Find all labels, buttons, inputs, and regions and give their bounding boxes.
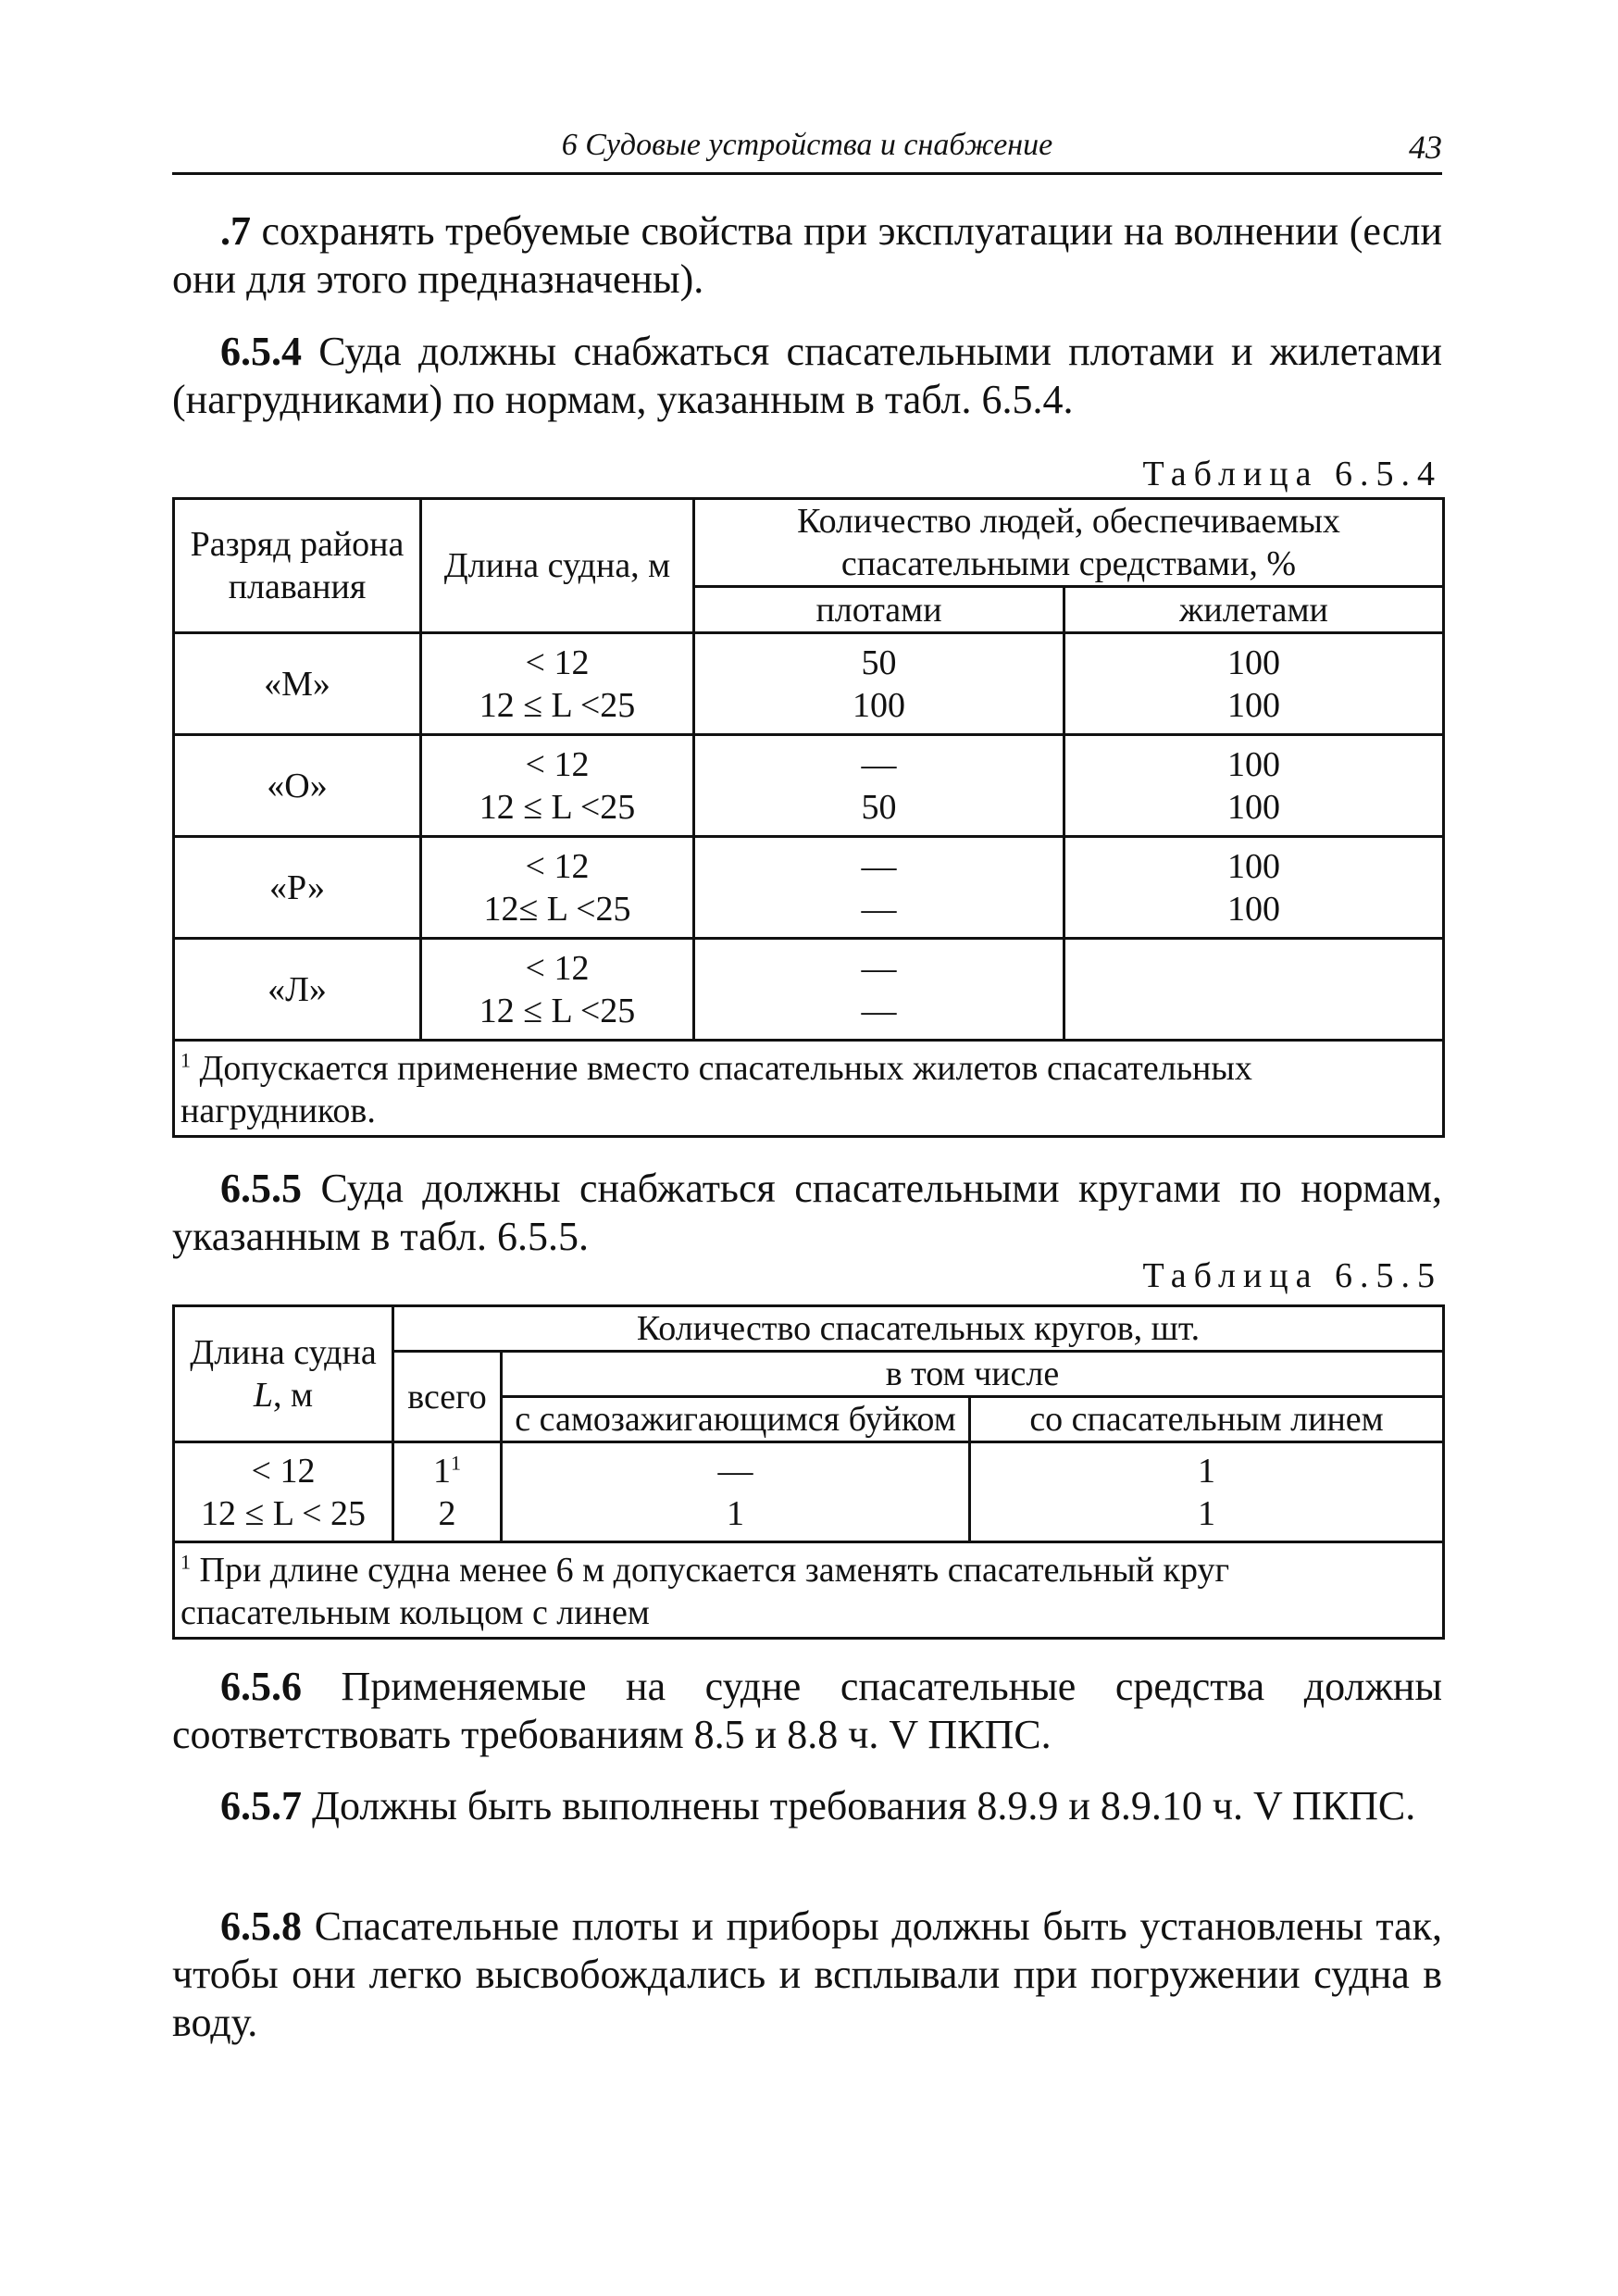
- paragraph-number: 6.5.4: [220, 329, 302, 374]
- table-row: [174, 735, 1444, 837]
- footnote-mark: 1: [451, 1450, 461, 1474]
- footnote-mark: 1: [180, 1047, 191, 1071]
- paragraph-6-5-4: [172, 328, 1442, 424]
- header-total: всего: [393, 1352, 502, 1442]
- table-row: [174, 939, 1444, 1041]
- header-rafts: плотами: [694, 587, 1064, 633]
- table-footnote-row: [174, 1041, 1444, 1137]
- footnote-mark: 1: [180, 1549, 191, 1573]
- cell-total: $1^1$ 2: [393, 1442, 502, 1542]
- table-6-5-5: [172, 1304, 1445, 1640]
- cell-area: «Л»: [174, 939, 421, 1041]
- paragraph-7: [172, 207, 1442, 304]
- cell-with-line: 1 1: [970, 1442, 1444, 1542]
- cell-area: «Р»: [174, 837, 421, 939]
- footnote-text: Допускается применение вместо спасательных жилетов спасательных нагрудников.: [180, 1048, 1252, 1130]
- paragraph-text: Суда должны снабжаться спасательными кругами по нормам, указанным в табл. 6.5.5.: [172, 1166, 1443, 1259]
- cell-vests: 100 100: [1064, 735, 1444, 837]
- cell-area: «О»: [174, 735, 421, 837]
- header-people-count: Количество людей, обеспечиваемых спасательными средствами, %: [694, 499, 1444, 587]
- cell-rafts: 50 100: [694, 633, 1064, 735]
- cell-rafts: — 50: [694, 735, 1064, 837]
- header-area-category: Разряд района плавания: [174, 499, 421, 633]
- header-with-line: со спасательным линем: [970, 1397, 1444, 1442]
- table-row: [174, 633, 1444, 735]
- header-vessel-length: Длина судна L, м: [174, 1306, 393, 1442]
- table-6-5-4-caption: Таблица 6.5.4: [1142, 455, 1442, 493]
- cell-length: < 12 12 ≤ L < 25: [174, 1442, 393, 1542]
- page-number: 43: [1409, 129, 1442, 166]
- cell-length: < 12 12 ≤ L <25: [421, 735, 694, 837]
- table-footnote: [174, 1041, 1444, 1137]
- table-row: [174, 1442, 1444, 1542]
- paragraph-6-5-7: [172, 1782, 1442, 1830]
- header-including: в том числе: [502, 1352, 1444, 1397]
- table-footnote-row: [174, 1542, 1444, 1639]
- paragraph-text: сохранять требуемые свойства при эксплуатации на волнении (если они для этого предназначены).: [172, 208, 1443, 302]
- header-vessel-length: Длина судна, м: [421, 499, 694, 633]
- cell-vests: [1064, 939, 1444, 1041]
- cell-self-igniting: — 1: [502, 1442, 970, 1542]
- table-footnote: [174, 1542, 1444, 1639]
- paragraph-number: 6.5.5: [220, 1166, 302, 1211]
- cell-rafts: — —: [694, 837, 1064, 939]
- cell-length: < 12 12 ≤ L <25: [421, 633, 694, 735]
- header-self-igniting: с самозажигающимся буйком: [502, 1397, 970, 1442]
- paragraph-text: Суда должны снабжаться спасательными плотами и жилетами (нагрудниками) по нормам, указанным в табл. 6.5.4.: [172, 329, 1442, 422]
- paragraph-number: 6.5.8: [220, 1903, 302, 1949]
- table-row: [174, 837, 1444, 939]
- cell-length: < 12 12 ≤ L <25: [421, 939, 694, 1041]
- cell-rafts: — —: [694, 939, 1064, 1041]
- running-header-title: 6 Судовые устройства и снабжение: [561, 128, 1053, 162]
- paragraph-6-5-6: [172, 1663, 1442, 1759]
- footnote-text: При длине судна менее 6 м допускается заменять спасательный круг спасательным кольцом с линем: [180, 1550, 1230, 1632]
- running-header: [172, 128, 1442, 175]
- paragraph-number: 6.5.7: [220, 1783, 302, 1828]
- cell-vests: 100 100: [1064, 633, 1444, 735]
- cell-vests: 100 100: [1064, 837, 1444, 939]
- cell-length: < 12 12≤ L <25: [421, 837, 694, 939]
- paragraph-6-5-8: [172, 1903, 1442, 2047]
- paragraph-text: Должны быть выполнены требования 8.9.9 и 8.9.10 ч. V ПКПС.: [312, 1783, 1416, 1828]
- paragraph-number: 6.5.6: [220, 1664, 302, 1709]
- cell-area: «М»: [174, 633, 421, 735]
- paragraph-text: Применяемые на судне спасательные средства должны соответствовать требованиям 8.5 и 8.8 ч. V ПКПС.: [172, 1664, 1443, 1757]
- table-6-5-4: [172, 497, 1445, 1138]
- paragraph-6-5-5: [172, 1165, 1442, 1261]
- header-vests: жилетами: [1064, 587, 1444, 633]
- table-6-5-5-caption: Таблица 6.5.5: [1142, 1256, 1442, 1295]
- paragraph-text: Спасательные плоты и приборы должны быть установлены так, чтобы они легко высвобождались и всплывали при погружении судна в воду.: [172, 1903, 1442, 2045]
- paragraph-number: .7: [220, 208, 251, 254]
- header-buoy-count: Количество спасательных кругов, шт.: [393, 1306, 1444, 1352]
